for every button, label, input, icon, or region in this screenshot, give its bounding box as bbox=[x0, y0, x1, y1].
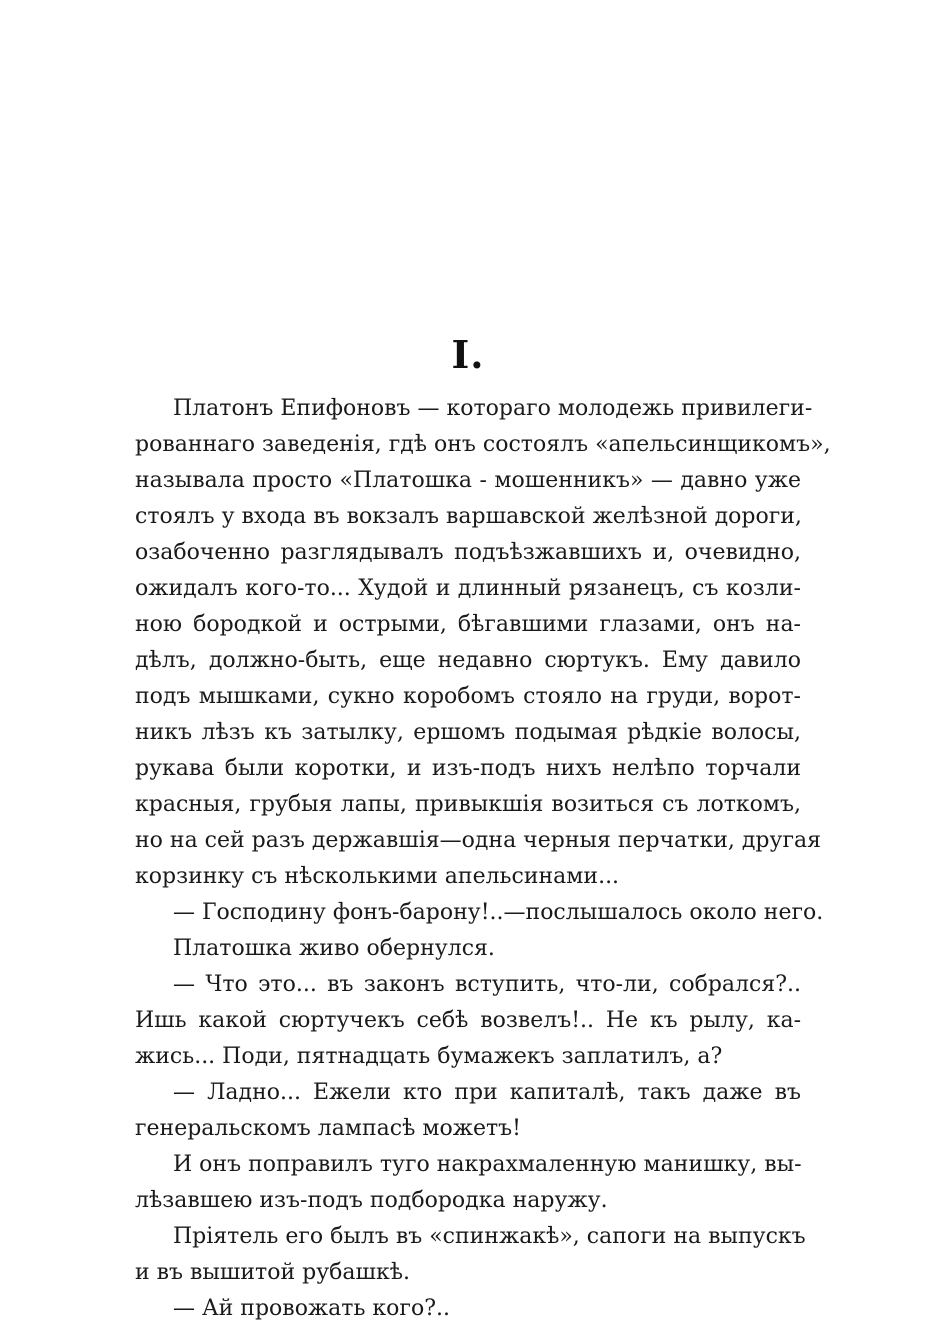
text-line: дѣлъ, должно-быть, еще недавно сюртукъ. Ему давило bbox=[135, 648, 801, 673]
body-text bbox=[135, 391, 831, 1327]
text-line: красныя, грубыя лапы, привыкшія возиться съ лоткомъ, bbox=[135, 792, 801, 817]
text-line: — Господину фонъ-барону!..—послышалось около него. bbox=[173, 900, 824, 925]
text-line: — Что это... въ законъ вступить, что-ли, собрался?.. bbox=[173, 972, 801, 997]
text-line: корзинку съ нѣсколькими апельсинами... bbox=[135, 864, 620, 889]
text-line: Пріятель его былъ въ «спинжакѣ», сапоги на выпускъ bbox=[173, 1224, 806, 1249]
text-line: И онъ поправилъ туго накрахмаленную манишку, вы- bbox=[173, 1152, 802, 1177]
text-line: но на сей разъ державшія—одна черныя перчатки, другая bbox=[135, 828, 821, 853]
text-line: рукава были коротки, и изъ-подъ нихъ нелѣпо торчали bbox=[135, 756, 801, 781]
text-line: подъ мышками, сукно коробомъ стояло на груди, ворот- bbox=[135, 684, 801, 709]
text-line: Платонъ Епифоновъ — котораго молодежь привилеги- bbox=[173, 396, 813, 421]
text-line: генеральскомъ лампасѣ можетъ! bbox=[135, 1116, 521, 1141]
chapter-number: I. bbox=[451, 332, 485, 377]
text-line: лѣзавшею изъ-подъ подбородка наружу. bbox=[135, 1188, 608, 1213]
text-line: называла просто «Платошка - мошенникъ» — давно уже bbox=[135, 468, 801, 493]
text-line: Ишь какой сюртучекъ себѣ возвелъ!.. Не къ рылу, ка- bbox=[135, 1008, 801, 1033]
text-line: — Ладно... Ежели кто при капиталѣ, такъ даже въ bbox=[173, 1080, 801, 1105]
text-line: жись... Поди, пятнадцать бумажекъ заплатилъ, а? bbox=[135, 1044, 723, 1069]
text-line: ною бородкой и острыми, бѣгавшими глазами, онъ на- bbox=[135, 612, 801, 637]
text-line: — Ай провожать кого?.. bbox=[173, 1296, 450, 1321]
text-line: ожидалъ кого-то... Худой и длинный рязанецъ, съ козли- bbox=[135, 576, 801, 601]
text-line: стоялъ у входа въ вокзалъ варшавской желѣзной дороги, bbox=[135, 504, 802, 529]
text-line: никъ лѣзъ къ затылку, ершомъ подымая рѣдкіе волосы, bbox=[135, 720, 801, 745]
text-line: рованнаго заведенія, гдѣ онъ состоялъ «апельсинщикомъ», bbox=[135, 432, 831, 457]
text-line: и въ вышитой рубашкѣ. bbox=[135, 1260, 410, 1285]
text-line: озабоченно разглядывалъ подъѣзжавшихъ и, очевидно, bbox=[135, 540, 801, 565]
text-line: Платошка живо обернулся. bbox=[173, 936, 495, 961]
